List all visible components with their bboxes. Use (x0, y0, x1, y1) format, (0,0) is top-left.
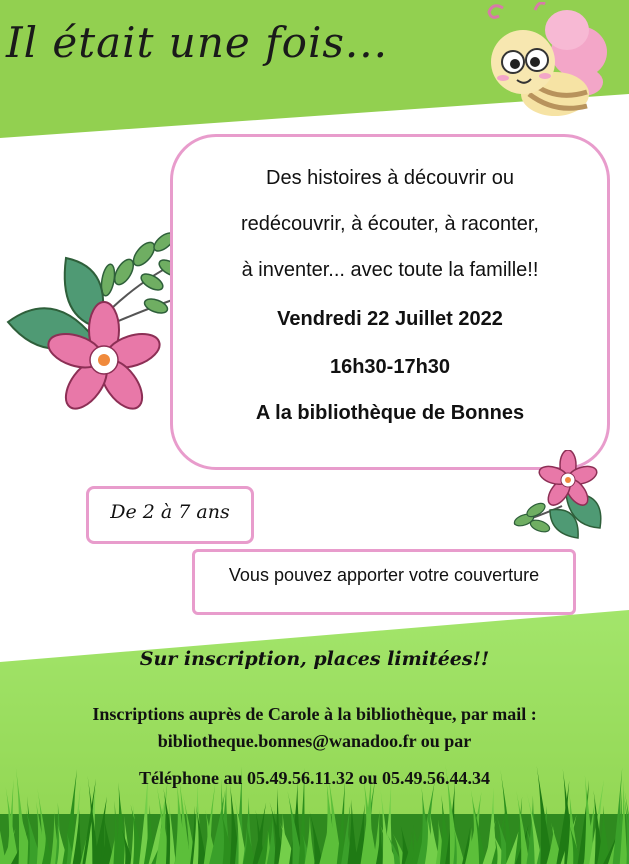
registration-phone-line: Téléphone au 05.49.56.11.32 ou 05.49.56.44.34 (138, 768, 491, 788)
butterfly-icon (483, 2, 613, 124)
registration-line-1: Inscriptions auprès de Carole à la bibliothèque, par mail : (92, 704, 537, 724)
blanket-note: Vous pouvez apporter votre couverture (228, 565, 540, 585)
small-flower-icon (510, 450, 610, 542)
event-details-box (170, 134, 610, 470)
event-place: A la bibliothèque de Bonnes (255, 402, 525, 424)
event-time: 16h30-17h30 (329, 356, 451, 378)
description-line-1: Des histoires à découvrir ou (266, 167, 514, 189)
description-line-2: redécouvrir, à écouter, à raconter, (241, 213, 539, 235)
page-title: Il était une fois... (6, 18, 388, 67)
registration-email-line: bibliotheque.bonnes@wanadoo.fr ou par (157, 731, 472, 751)
description-line-3: à inventer... avec toute la famille!! (241, 259, 539, 281)
age-range: De 2 à 7 ans (110, 501, 230, 523)
age-range-box (86, 486, 254, 544)
blanket-note-box (192, 549, 576, 615)
flower-bouquet-icon (4, 218, 190, 418)
registration-headline: Sur inscription, places limitées!! (139, 648, 490, 670)
event-date: Vendredi 22 Juillet 2022 (277, 308, 503, 330)
